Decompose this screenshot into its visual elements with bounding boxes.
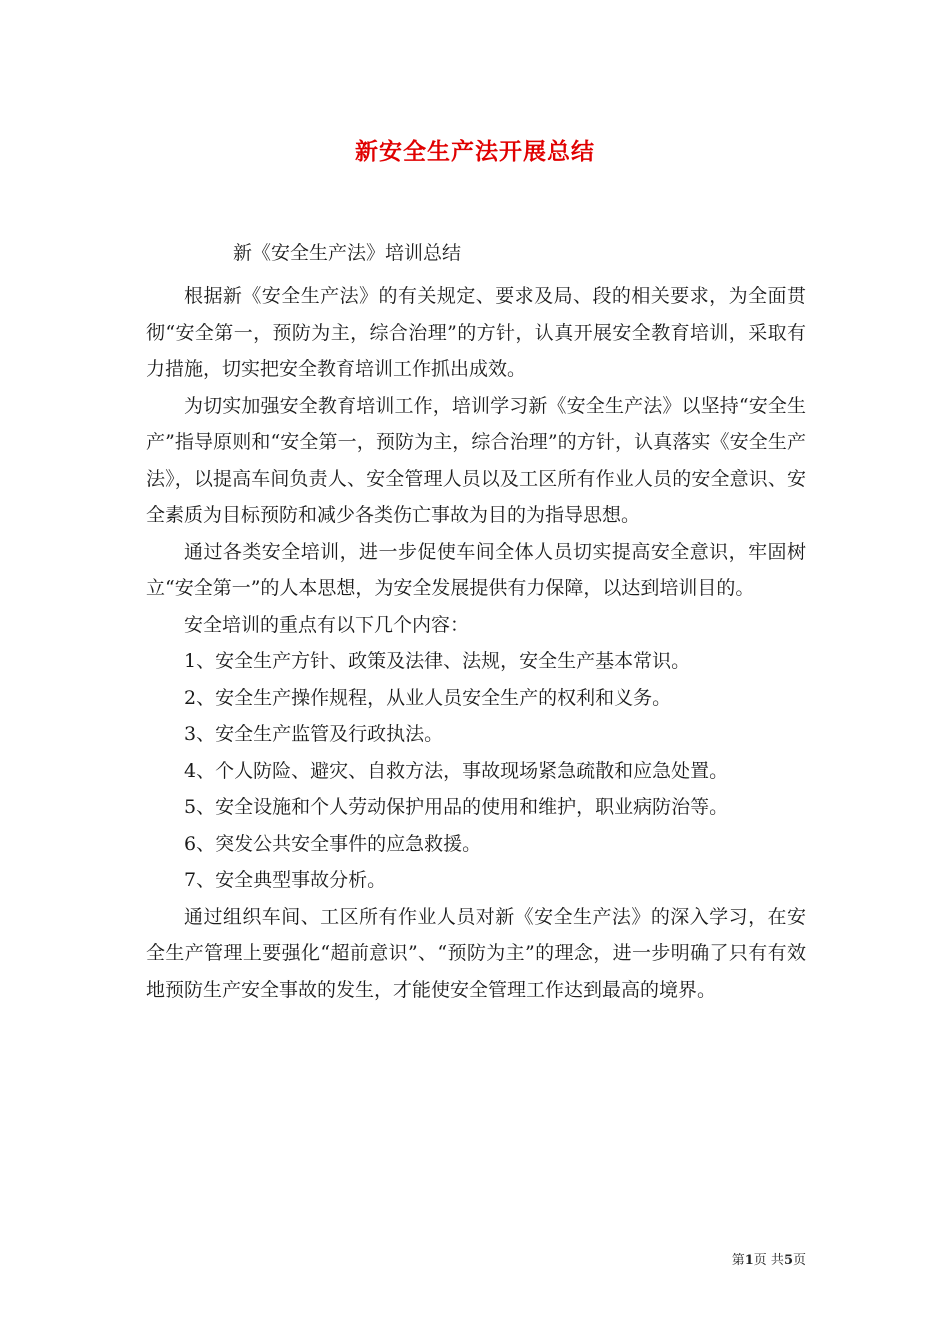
document-body [146, 278, 806, 1008]
footer-prefix: 第 [731, 1253, 745, 1268]
paragraph: 为切实加强安全教育培训工作，培训学习新《安全生产法》以坚持“安全生产”指导原则和“安全第一，预防为主，综合治理”的方针，认真落实《安全生产法》，以提高车间负责人、安全管理人员以及工区所有作业人员的安全意识、安全素质为目标预防和减少各类伤亡事故为目的为指导思想。 [146, 394, 806, 526]
paragraph: 安全培训的重点有以下几个内容： [184, 613, 470, 636]
paragraph: 通过组织车间、工区所有作业人员对新《安全生产法》的深入学习，在安全生产管理上要强化“超前意识”、“预防为主”的理念，进一步明确了只有有效地预防生产安全事故的发生，才能使安全管理工作达到最高的境界。 [146, 905, 806, 1001]
paragraph: 根据新《安全生产法》的有关规定、要求及局、段的相关要求，为全面贯彻“安全第一，预防为主，综合治理”的方针，认真开展安全教育培训，采取有力措施，切实把安全教育培训工作抓出成效。 [146, 285, 806, 380]
list-item: 2、安全生产操作规程，从业人员安全生产的权利和义务。 [184, 686, 672, 709]
document-title: 新安全生产法开展总结 [355, 138, 595, 165]
list-item: 4、个人防险、避灾、自救方法，事故现场紧急疏散和应急处置。 [184, 759, 729, 782]
list-item: 7、安全典型事故分析。 [184, 869, 387, 891]
paragraph: 通过各类安全培训，进一步促使车间全体人员切实提高安全意识，牢固树立“安全第一”的人本思想，为安全发展提供有力保障，以达到培训目的。 [146, 540, 806, 599]
list-item: 5、安全设施和个人劳动保护用品的使用和维护，职业病防治等。 [184, 796, 729, 818]
footer-suffix: 页 [792, 1253, 806, 1268]
current-page-number: 1 [744, 1253, 754, 1268]
total-pages-number: 5 [783, 1253, 793, 1268]
page-number-footer [732, 1249, 806, 1268]
list-item: 1、安全生产方针、政策及法律、法规，安全生产基本常识。 [184, 650, 691, 672]
footer-middle: 页 共 [753, 1253, 784, 1268]
document-subtitle: 新《安全生产法》培训总结 [233, 242, 462, 264]
list-item: 6、突发公共安全事件的应急救援。 [184, 832, 482, 855]
list-item: 3、安全生产监管及行政执法。 [184, 723, 444, 745]
